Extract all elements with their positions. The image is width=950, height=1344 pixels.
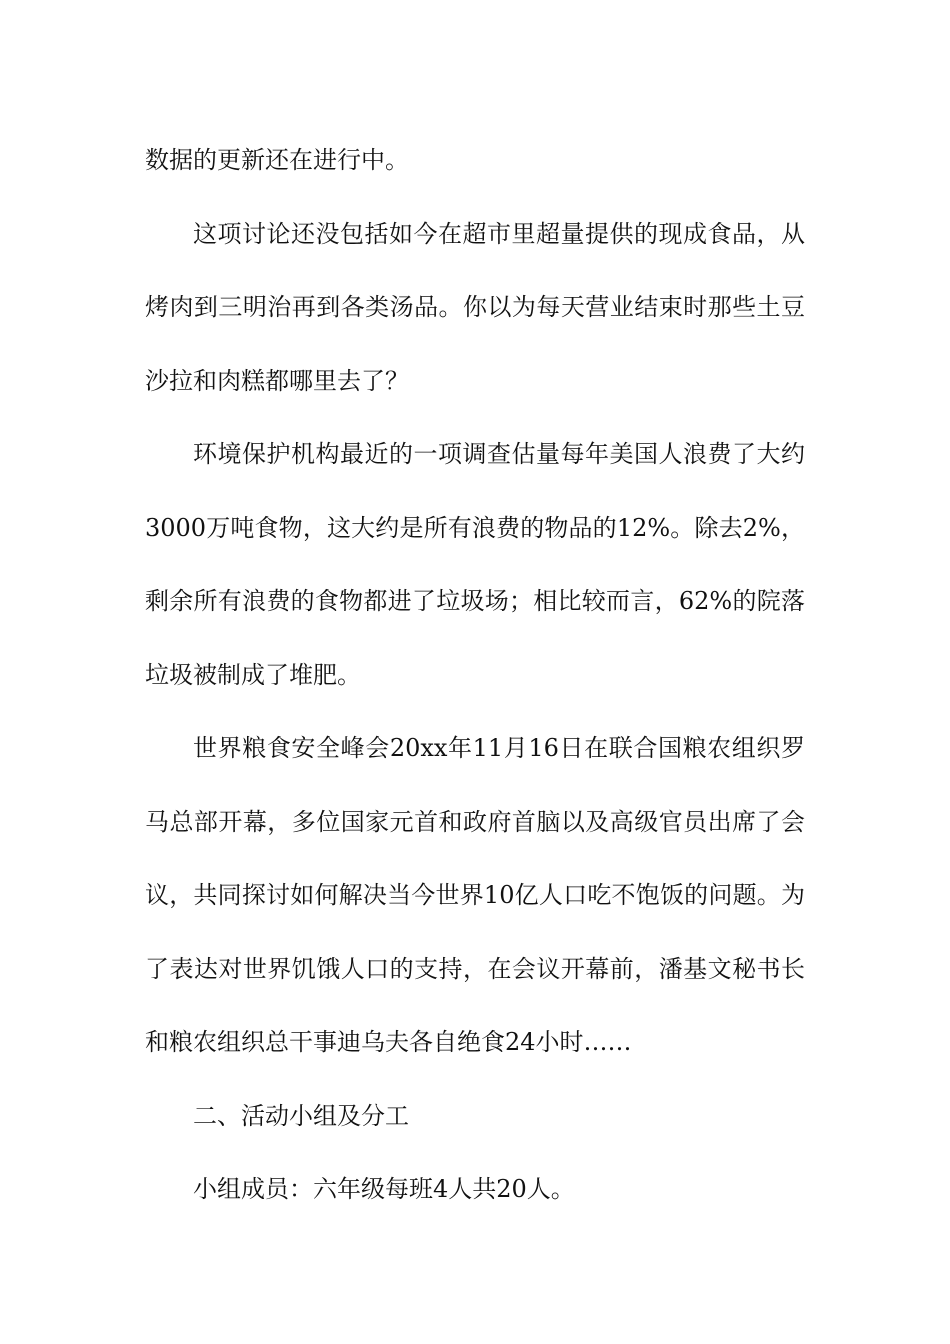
paragraph-continuation: 数据的更新还在进行中。	[145, 146, 409, 174]
paragraph-food-summit: 世界粮食安全峰会20xx年11月16日在联合国粮农组织罗马总部开幕，多位国家元首和政府首脑以及高级官员出席了会议，共同探讨如何解决当今世界10亿人口吃不饱饭的问题。为了表达对世界饥饿人口的支持，在会议开幕前，潘基文秘书长和粮农组织总干事迪乌夫各自绝食24小时……	[145, 734, 805, 1056]
paragraph-epa-survey: 环境保护机构最近的一项调查估量每年美国人浪费了大约3000万吨食物，这大约是所有浪费的物品的12%。除去2%，剩余所有浪费的食物都进了垃圾场；相比较而言，62%的院落垃圾被制成了堆肥。	[145, 440, 805, 689]
section-heading-groups: 二、活动小组及分工	[193, 1101, 409, 1130]
document-body	[145, 124, 805, 1227]
paragraph-supermarket-food: 这项讨论还没包括如今在超市里超量提供的现成食品，从烤肉到三明治再到各类汤品。你以为每天营业结束时那些土豆沙拉和肉糕都哪里去了？	[145, 219, 805, 395]
paragraph-group-members: 小组成员：六年级每班4人共20人。	[193, 1175, 575, 1203]
